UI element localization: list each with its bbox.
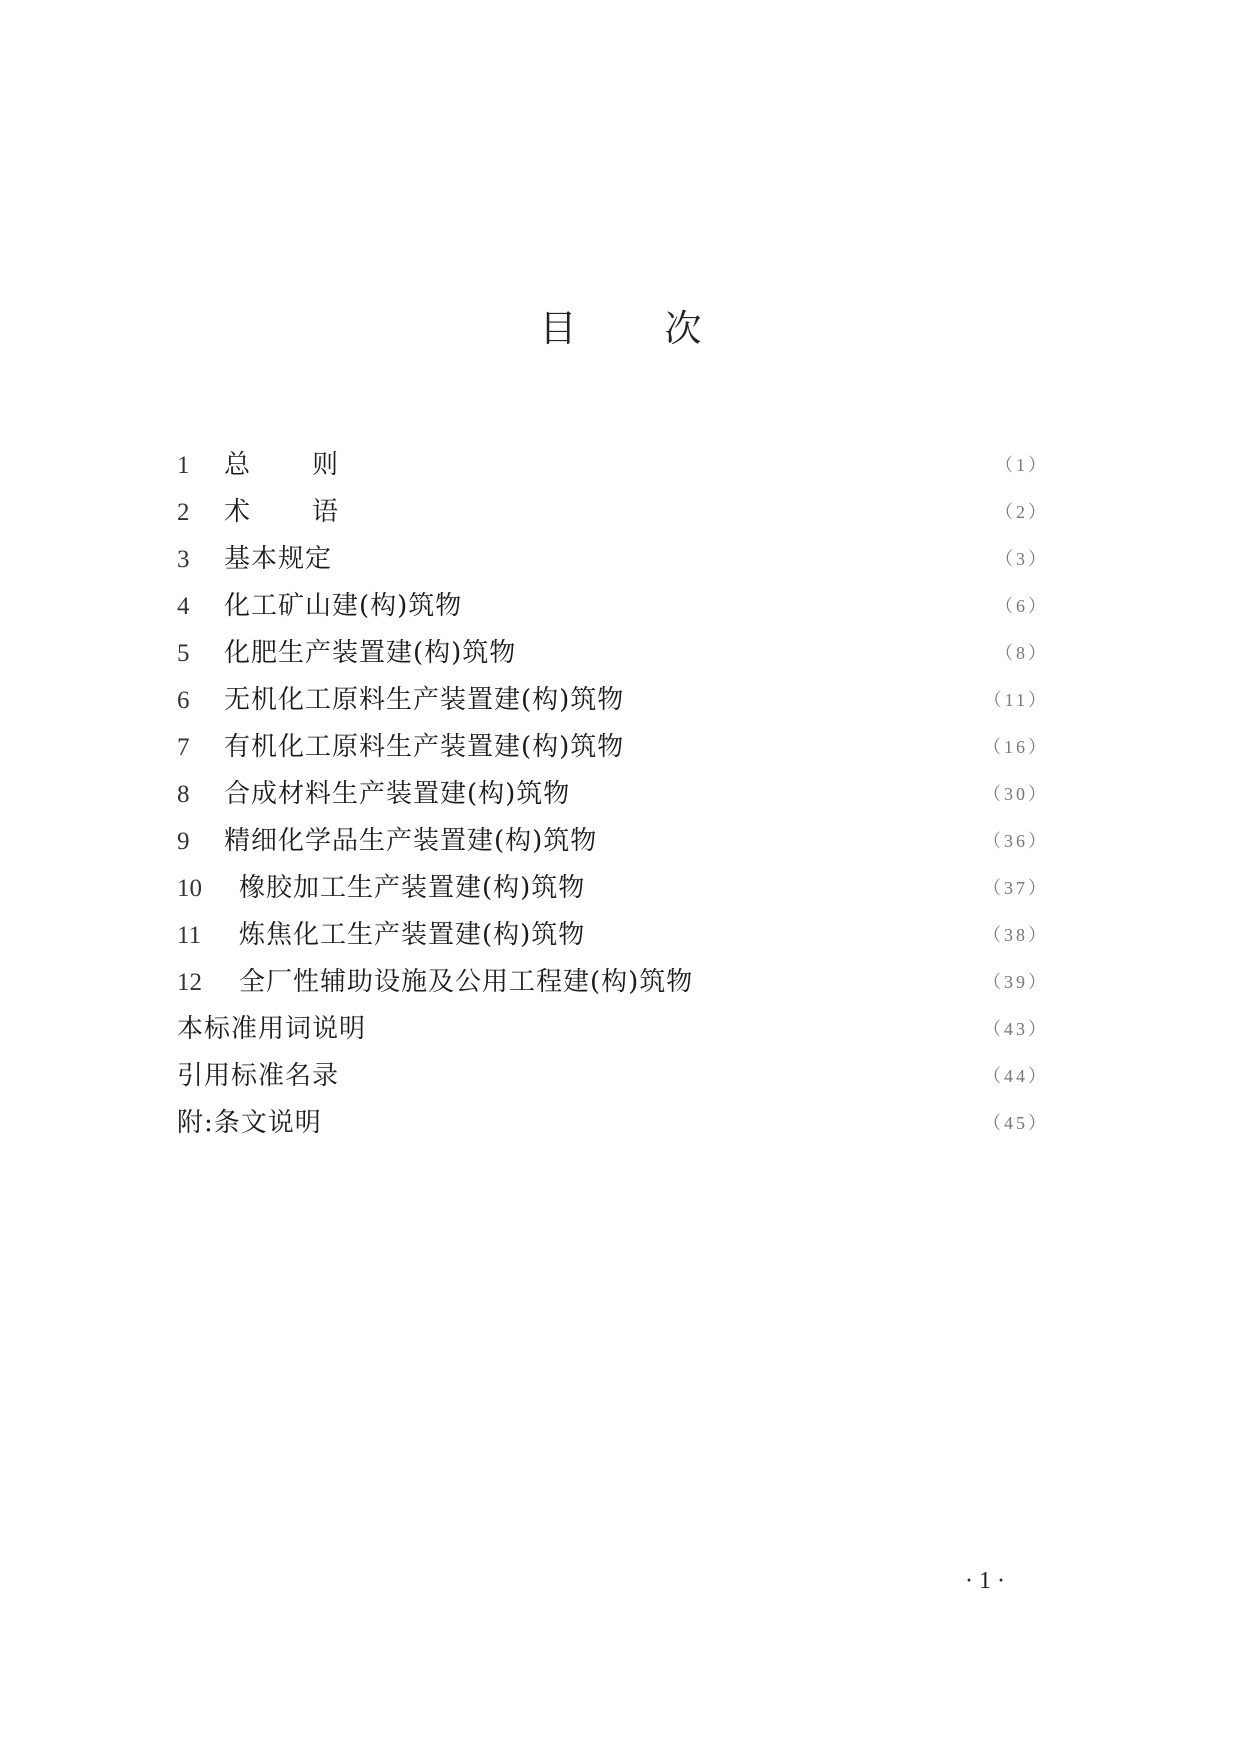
toc-entry-11[interactable]: [177, 912, 1049, 959]
toc-entry-number: 11: [177, 922, 202, 949]
toc-entry-title: 橡胶加工生产装置建(构)筑物: [239, 873, 586, 903]
toc-entry-number: 12: [177, 969, 202, 996]
toc-entry-number: 7: [177, 734, 190, 761]
toc-leader-dots: [621, 818, 955, 865]
toc-leader-dots: [356, 536, 955, 583]
toc-entry-7[interactable]: [177, 724, 1049, 771]
toc-entry-title: 术语: [224, 497, 401, 527]
toc-entry-title: 无机化工原料生产装置建(构)筑物: [224, 685, 625, 715]
toc-entry-page: （6）: [995, 596, 1049, 616]
toc-leader-dots: [424, 489, 955, 536]
toc-entry-8[interactable]: [177, 771, 1049, 818]
toc-entry-9[interactable]: [177, 818, 1049, 865]
toc-leader-dots: [363, 1053, 955, 1100]
toc-leader-dots: [648, 677, 955, 724]
toc-entry-number: 6: [177, 687, 190, 714]
toc-entry-cited-standards[interactable]: [177, 1053, 1049, 1100]
toc-entry-explanation[interactable]: [177, 1100, 1049, 1147]
toc-entry-10[interactable]: [177, 865, 1049, 912]
toc-entry-3[interactable]: [177, 536, 1049, 583]
table-of-contents: [177, 442, 1049, 1147]
toc-entry-number: 2: [177, 499, 190, 526]
toc-leader-dots: [609, 912, 955, 959]
toc-entry-number: 3: [177, 546, 190, 573]
toc-entry-page: （39）: [983, 972, 1049, 992]
toc-entry-title: 本标准用词说明: [177, 1014, 367, 1044]
toc-entry-number: 5: [177, 640, 190, 667]
toc-entry-usage-terms[interactable]: [177, 1006, 1049, 1053]
toc-entry-number: 8: [177, 781, 190, 808]
toc-entry-1[interactable]: [177, 442, 1049, 489]
page-title: [0, 298, 1241, 352]
toc-leader-dots: [486, 583, 955, 630]
toc-leader-dots: [594, 771, 955, 818]
toc-entry-page: （1）: [995, 455, 1049, 475]
toc-entry-page: （37）: [983, 878, 1049, 898]
toc-entry-title: 化工矿山建(构)筑物: [224, 591, 463, 621]
toc-entry-4[interactable]: [177, 583, 1049, 630]
toc-entry-page: （44）: [983, 1066, 1049, 1086]
toc-entry-title: 基本规定: [224, 544, 333, 574]
toc-leader-dots: [648, 724, 955, 771]
toc-entry-page: （45）: [983, 1113, 1049, 1133]
toc-entry-page: （8）: [995, 643, 1049, 663]
toc-leader-dots: [346, 1100, 955, 1147]
toc-entry-page: （30）: [983, 784, 1049, 804]
toc-entry-page: （11）: [983, 690, 1049, 710]
toc-entry-title: 全厂性辅助设施及公用工程建(构)筑物: [239, 967, 694, 997]
toc-entry-page: （38）: [983, 925, 1049, 945]
toc-entry-title: 合成材料生产装置建(构)筑物: [224, 779, 571, 809]
toc-entry-page: （36）: [983, 831, 1049, 851]
toc-entry-number: 4: [177, 593, 190, 620]
title-char-mu: 目: [539, 307, 577, 350]
toc-entry-number: 9: [177, 828, 190, 855]
toc-entry-page: （16）: [983, 737, 1049, 757]
toc-leader-dots: [609, 865, 955, 912]
toc-entry-5[interactable]: [177, 630, 1049, 677]
toc-entry-title: 总则: [224, 450, 401, 480]
toc-entry-number: 1: [177, 452, 190, 479]
toc-entry-title: 引用标准名录: [177, 1061, 340, 1091]
toc-leader-dots: [424, 442, 955, 489]
toc-entry-2[interactable]: [177, 489, 1049, 536]
title-char-ci: 次: [664, 307, 702, 350]
toc-entry-page: （43）: [983, 1019, 1049, 1039]
toc-entry-title: 炼焦化工生产装置建(构)筑物: [239, 920, 586, 950]
toc-entry-12[interactable]: [177, 959, 1049, 1006]
toc-leader-dots: [717, 959, 955, 1006]
toc-entry-title: 精细化学品生产装置建(构)筑物: [224, 826, 598, 856]
toc-entry-page: （2）: [995, 502, 1049, 522]
toc-entry-title: 附:条文说明: [177, 1108, 322, 1138]
toc-entry-page: （3）: [995, 549, 1049, 569]
toc-entry-6[interactable]: [177, 677, 1049, 724]
toc-leader-dots: [390, 1006, 955, 1053]
page-number: · 1 ·: [965, 1568, 1005, 1594]
toc-entry-title: 化肥生产装置建(构)筑物: [224, 638, 517, 668]
toc-leader-dots: [540, 630, 955, 677]
toc-entry-title: 有机化工原料生产装置建(构)筑物: [224, 732, 625, 762]
toc-entry-number: 10: [177, 875, 202, 902]
